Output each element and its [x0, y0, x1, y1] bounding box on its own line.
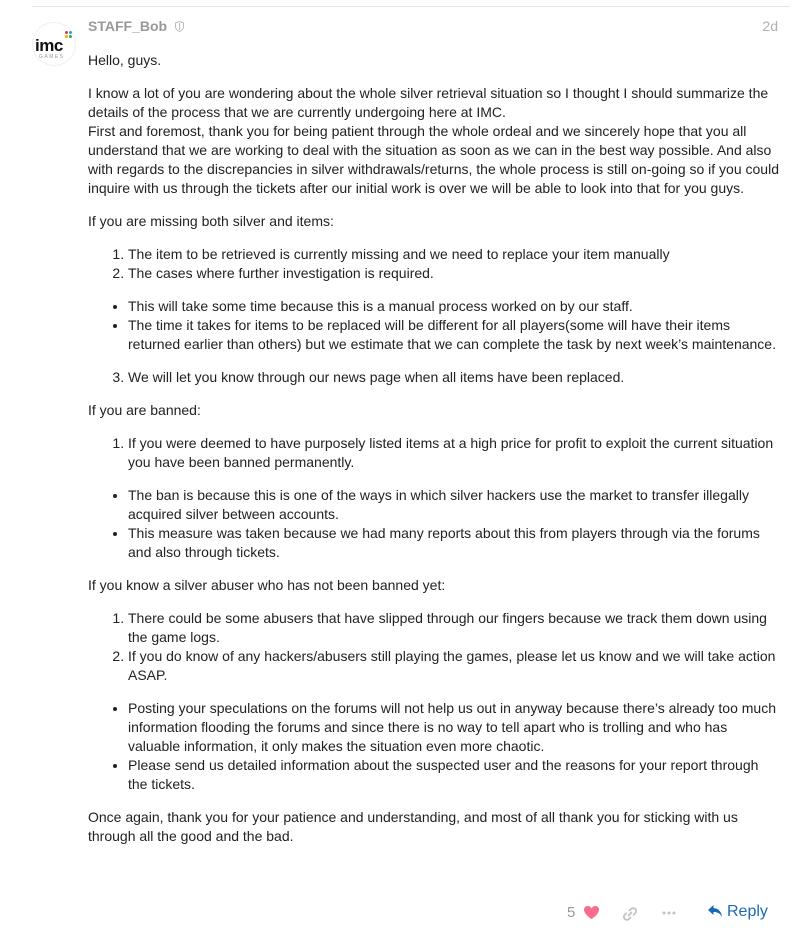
list-item: • This will take some time because this is a manual process worked on by our staff.	[128, 297, 780, 316]
greeting: Hello, guys.	[88, 52, 162, 68]
list-item: • Please send us detailed information about the suspected user and the reasons for your report through the tickets.	[128, 756, 780, 794]
list-item: 1. The item to be retrieved is currently missing and we need to replace your item manually	[128, 245, 780, 264]
bullet-list	[88, 486, 780, 562]
intro-line: First and foremost, thank you for being patient through the whole ordeal and we sincerely hope that you all understand that we are working to deal with the situation as soon as we can in the best way possible. And also with regards to the discrepancies in silver withdrawals/returns, the whole process is still on-going so if you could inquire with us through the tickets after our initial work is over we will be able to look into that for you guys.	[88, 123, 779, 196]
avatar-subtext: GAMES	[39, 54, 65, 60]
list-item: 1. If you were deemed to have purposely listed items at a high price for profit to exploit the current situation you have been banned permanently.	[128, 434, 780, 472]
reply-icon	[707, 903, 727, 920]
username[interactable]: STAFF_Bob	[88, 18, 168, 34]
bullet-list	[88, 297, 780, 354]
list-item: • The ban is because this is one of the ways in which silver hackers use the market to transfer illegally acquired silver between accounts.	[128, 486, 780, 524]
closing-paragraph: Once again, thank you for your patience and understanding, and most of all thank you for sticking with us through all the good and the bad.	[88, 809, 738, 844]
list-item: • The time it takes for items to be replaced will be different for all players(some will have their items returned earlier than others) but we estimate that we can complete the task by next week’s maintenance.	[128, 316, 780, 354]
section-heading: If you are banned:	[88, 402, 201, 418]
ordered-list	[88, 368, 780, 387]
section-heading: If you are missing both silver and items:	[88, 213, 334, 229]
post-header	[88, 18, 778, 36]
list-item: 3. We will let you know through our news page when all items have been replaced.	[128, 368, 780, 387]
heart-icon[interactable]	[583, 905, 600, 923]
intro-paragraph	[88, 84, 780, 198]
post-actions	[0, 902, 798, 926]
shield-icon	[175, 19, 184, 35]
list-item: 1. There could be some abusers that have slipped through our fingers because we track them down using the game logs.	[128, 609, 780, 647]
avatar[interactable]	[32, 22, 76, 66]
link-icon[interactable]	[622, 906, 638, 925]
list-item: • Posting your speculations on the forums will not help us out in anyway because there’s already too much information flooding the forums and since there is no way to tell apart who is trolling and who has valuable information, it only makes the situation even more chaotic.	[128, 699, 780, 756]
like-count[interactable]: 5	[567, 904, 576, 921]
reply-button[interactable]	[707, 903, 768, 921]
section-heading: If you know a silver abuser who has not been banned yet:	[88, 577, 446, 593]
list-item: 2. The cases where further investigation is required.	[128, 264, 780, 283]
intro-line: I know a lot of you are wondering about the whole silver retrieval situation so I thought I should summarize the details of the process that we are currently undergoing here at IMC.	[88, 85, 769, 120]
top-divider	[32, 6, 790, 7]
post-date[interactable]: 2d	[762, 18, 778, 34]
more-icon[interactable]	[662, 906, 676, 923]
ordered-list	[88, 434, 780, 472]
reply-label: Reply	[727, 903, 768, 920]
ordered-list	[88, 609, 780, 685]
list-item: 2. If you do know of any hackers/abusers still playing the games, please let us know and we will take action ASAP.	[128, 647, 780, 685]
list-item: • This measure was taken because we had many reports about this from players through via the forums and also through tickets.	[128, 524, 780, 562]
post-body	[88, 51, 780, 860]
ordered-list	[88, 245, 780, 283]
avatar-logo: imc	[35, 36, 63, 55]
bullet-list	[88, 699, 780, 794]
logo-dots-icon	[65, 31, 73, 39]
